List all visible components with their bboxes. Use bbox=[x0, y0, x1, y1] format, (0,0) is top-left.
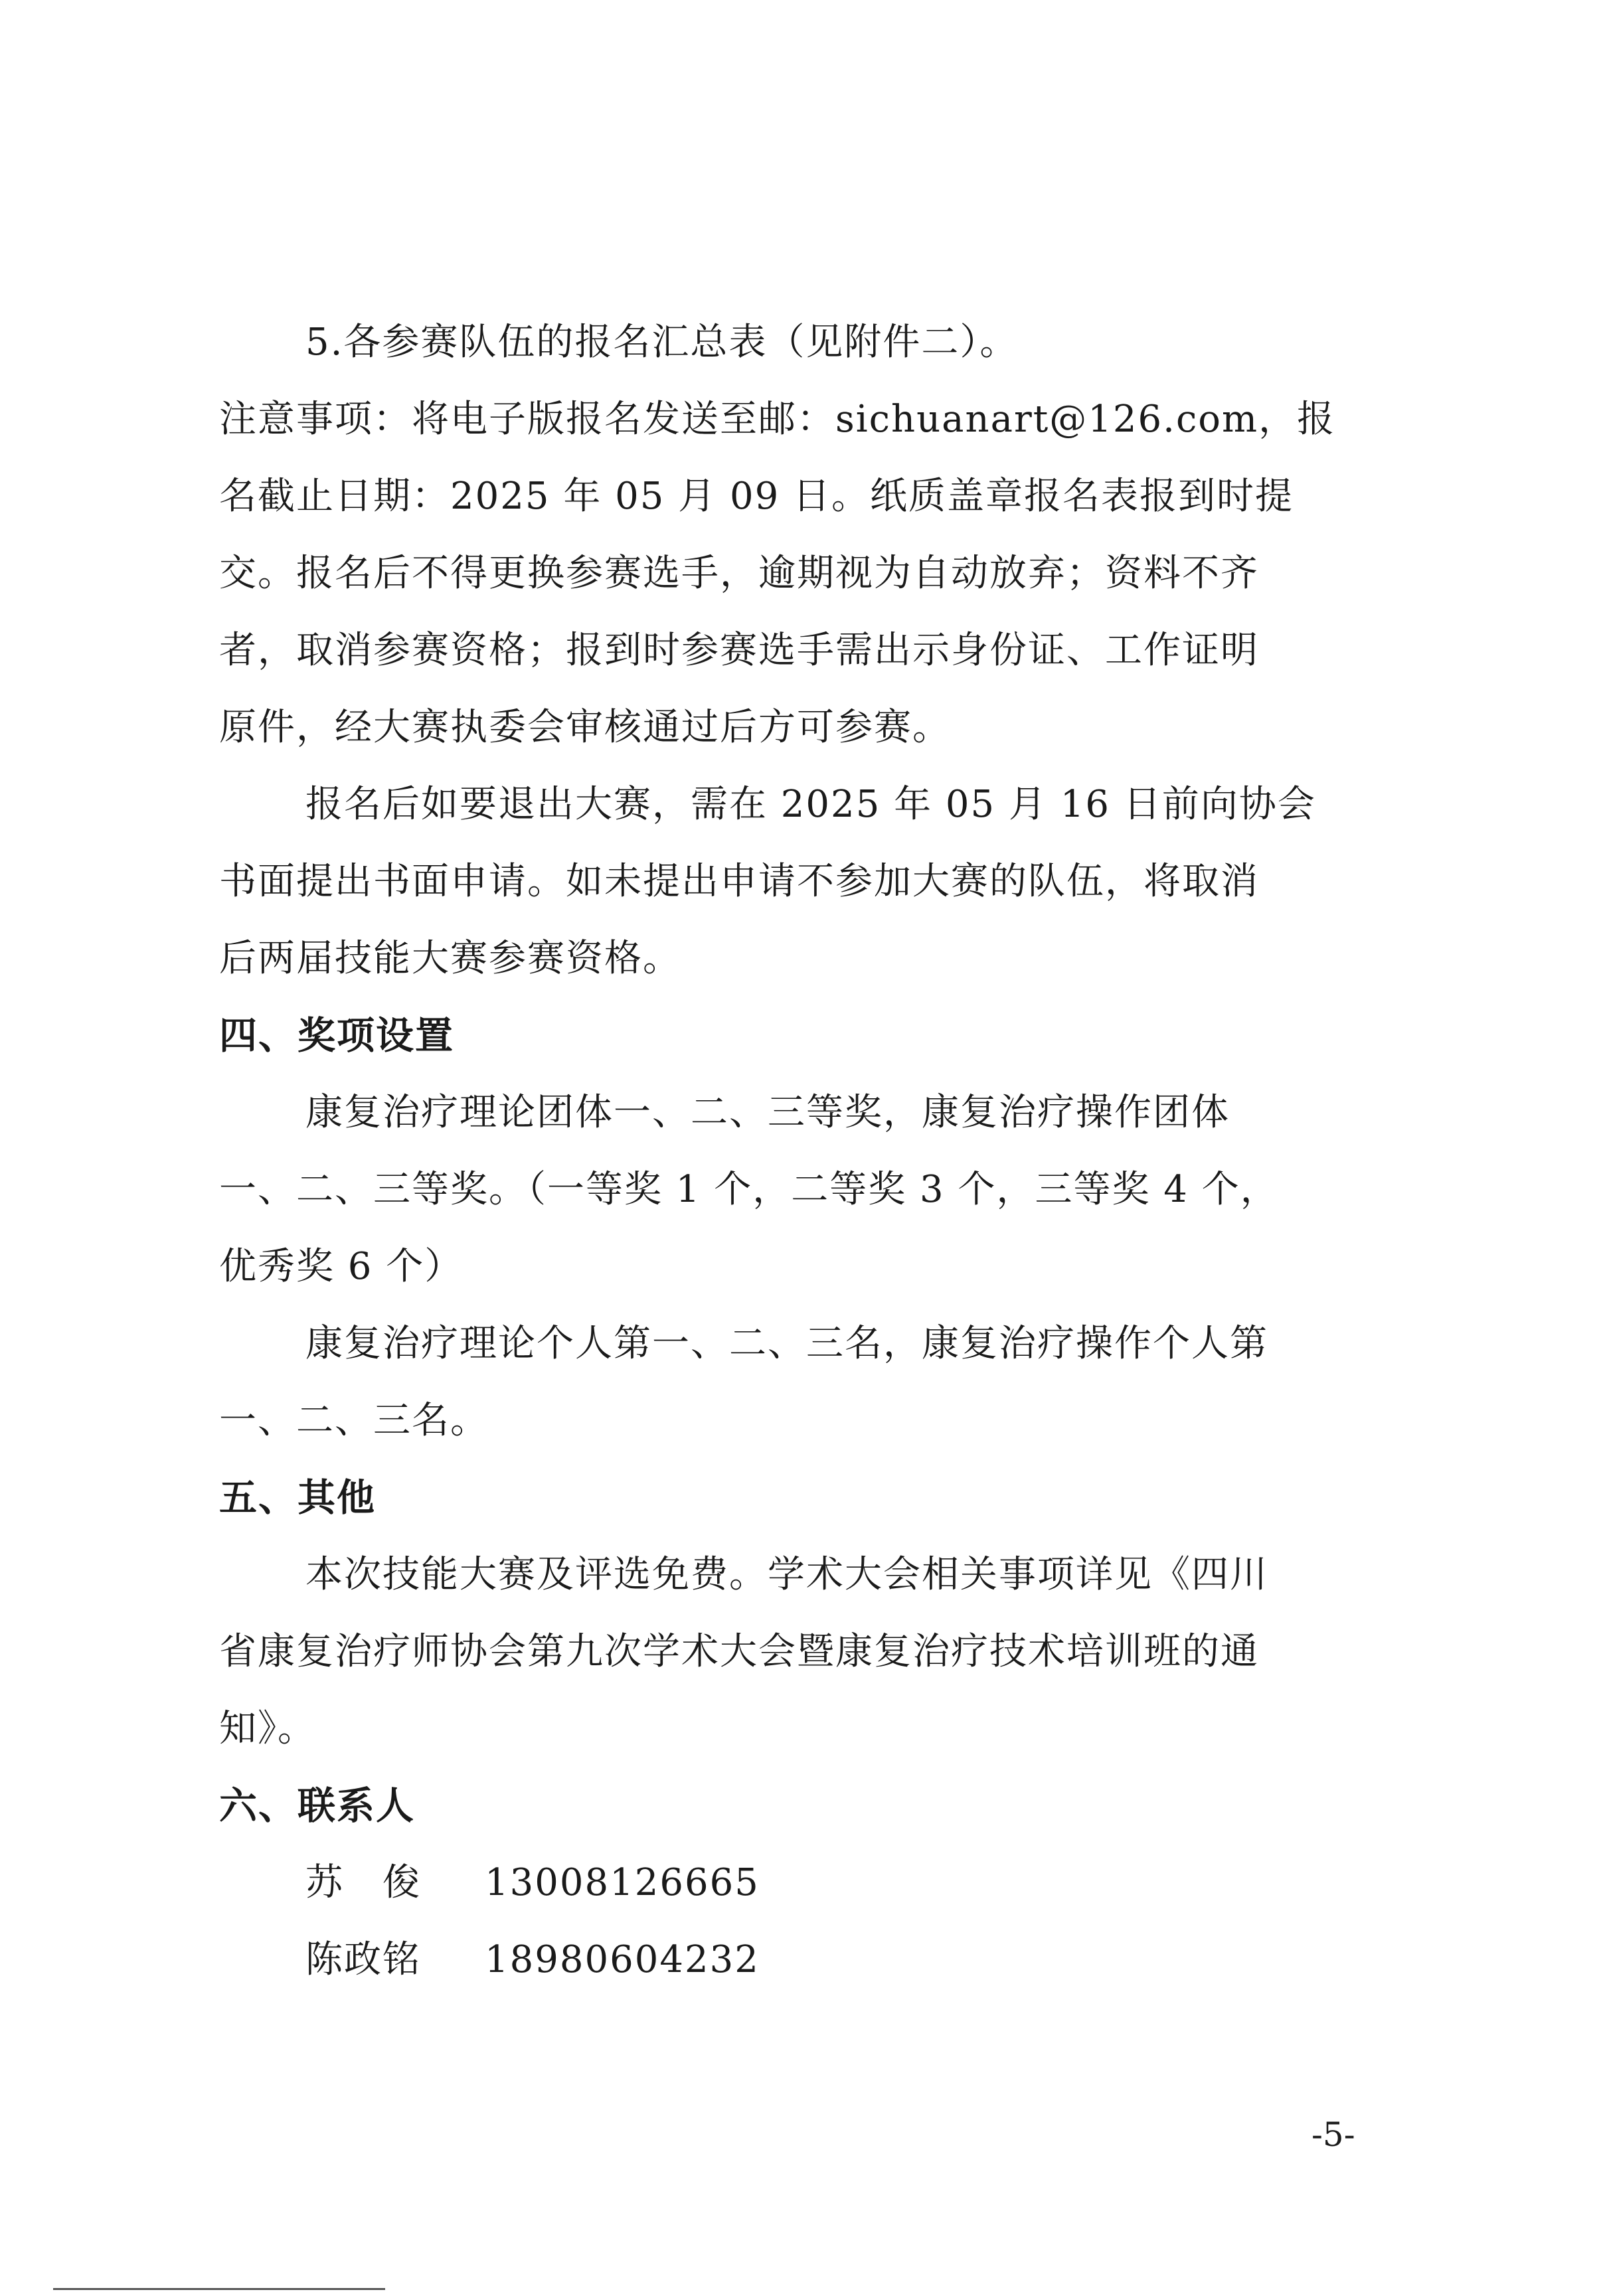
paragraph-line: 原件，经大赛执委会审核通过后方可参赛。 bbox=[219, 706, 951, 749]
paragraph-line: 知》。 bbox=[219, 1707, 316, 1750]
paragraph-line: 一、二、三名。 bbox=[219, 1399, 489, 1442]
page-number: -5- bbox=[1311, 2115, 1355, 2154]
contact-name: 苏 俊 bbox=[305, 1861, 421, 1904]
contact-name: 陈政铭 bbox=[305, 1938, 421, 1981]
paragraph-line: 康复治疗理论个人第一、二、三名，康复治疗操作个人第 bbox=[305, 1322, 1268, 1365]
paragraph-line: 书面提出书面申请。如未提出申请不参加大赛的队伍，将取消 bbox=[219, 860, 1259, 903]
scan-edge-line bbox=[53, 2288, 385, 2290]
contact-row bbox=[305, 1845, 1474, 1922]
paragraph-line: 5.各参赛队伍的报名汇总表（见附件二）。 bbox=[305, 321, 1019, 364]
paragraph-line: 后两届技能大赛参赛资格。 bbox=[219, 937, 681, 980]
section-heading-contacts: 六、联系人 bbox=[219, 1784, 415, 1828]
paragraph-line: 交。报名后不得更换参赛选手，逾期视为自动放弃；资料不齐 bbox=[219, 552, 1259, 595]
paragraph-line: 者，取消参赛资格；报到时参赛选手需出示身份证、工作证明 bbox=[219, 629, 1259, 672]
contact-phone: 13008126665 bbox=[485, 1861, 760, 1904]
paragraph-line: 优秀奖 6 个） bbox=[219, 1245, 464, 1288]
section-heading-awards: 四、奖项设置 bbox=[219, 1014, 454, 1058]
paragraph-line: 报名后如要退出大赛，需在 2025 年 05 月 16 日前向协会 bbox=[305, 783, 1316, 826]
paragraph-line: 一、二、三等奖。（一等奖 1 个，二等奖 3 个，三等奖 4 个， bbox=[219, 1168, 1279, 1211]
paragraph-line: 本次技能大赛及评选免费。学术大会相关事项详见《四川 bbox=[305, 1553, 1268, 1596]
paragraph-line: 康复治疗理论团体一、二、三等奖，康复治疗操作团体 bbox=[305, 1091, 1230, 1134]
paragraph-line: 名截止日期：2025 年 05 月 09 日。纸质盖章报名表报到时提 bbox=[219, 475, 1294, 518]
section-heading-other: 五、其他 bbox=[219, 1476, 376, 1520]
contact-phone: 18980604232 bbox=[485, 1938, 760, 1981]
paragraph-line: 注意事项：将电子版报名发送至邮：sichuanart@126.com，报 bbox=[219, 398, 1336, 441]
contact-row bbox=[305, 1922, 1474, 1999]
paragraph-line: 省康复治疗师协会第九次学术大会暨康复治疗技术培训班的通 bbox=[219, 1630, 1259, 1673]
